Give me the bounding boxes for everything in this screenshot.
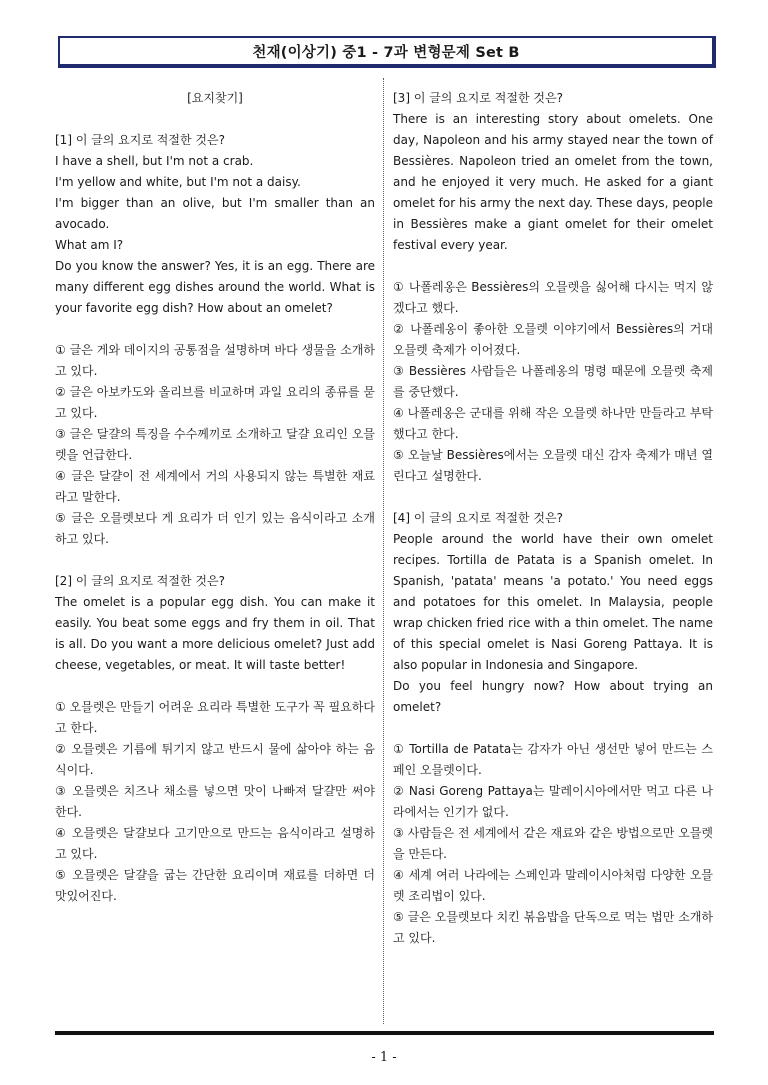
answer-choice: ① 글은 게와 데이지의 공통점을 설명하며 바다 생물을 소개하고 있다. [55,343,375,378]
answer-choice: ③ 오믈렛은 치즈나 채소를 넣으면 맛이 나빠져 달걀만 써야 한다. [55,784,375,819]
column-divider [383,78,384,1024]
page-title [58,36,716,68]
passage: There is an interesting story about omelets. One day, Napoleon and his army stayed near the town of Bessières. Napoleon tried an omelet from the town, and he enjoyed it very much. He asked for a giant omelet for his army the next day. These days, people in Bessières make a giant omelet for their omelet festival every year. [393,112,713,252]
passage: The omelet is a popular egg dish. You can make it easily. You beat some eggs and fry them in oil. That is all. Do you want a more delicious omelet? Just add cheese, vegetables, or meat. It will taste better! [55,595,375,672]
page-title-text: 천재(이상기) 중1 - 7과 변형문제 Set B [252,44,520,61]
answer-choice: ④ 나폴레옹은 군대를 위해 작은 오믈렛 하나만 만들라고 부탁했다고 한다. [393,406,713,441]
answer-choice: ② 나폴레옹이 좋아한 오믈렛 이야기에서 Bessières의 거대 오믈렛 축제가 이어졌다. [393,322,713,357]
right-column [393,88,713,949]
passage-line: I have a shell, but I'm not a crab. [55,154,254,168]
answer-choice: ② 글은 아보카도와 올리브를 비교하며 과일 요리의 종류를 묻고 있다. [55,385,375,420]
answer-choice: ⑤ 오믈렛은 달걀을 굽는 간단한 요리이며 재료를 더하면 더 맛있어진다. [55,868,375,903]
answer-choice: ⑤ 오늘날 Bessières에서는 오믈렛 대신 감자 축제가 매년 열린다고 설명한다. [393,448,713,483]
question-prompt: [2] 이 글의 요지로 적절한 것은? [55,574,225,588]
answer-choice: ① Tortilla de Patata는 감자가 아닌 생선만 넣어 만드는 스페인 오믈렛이다. [393,742,713,777]
answer-choice: ⑤ 글은 오믈렛보다 게 요리가 더 인기 있는 음식이라고 소개하고 있다. [55,511,375,546]
passage-line: I'm yellow and white, but I'm not a daisy. [55,175,301,189]
answer-choice: ③ 사람들은 전 세계에서 같은 재료와 같은 방법으로만 오믈렛을 만든다. [393,826,713,861]
question-2 [55,571,375,907]
left-column [55,88,375,907]
answer-choice: ① 오믈렛은 만들기 어려운 요리라 특별한 도구가 꼭 필요하다고 한다. [55,700,375,735]
question-prompt: [4] 이 글의 요지로 적절한 것은? [393,511,563,525]
passage-line: Do you feel hungry now? How about trying an omelet? [393,679,713,714]
answer-choice: ③ Bessières 사람들은 나폴레옹의 명령 때문에 오믈렛 축제를 중단했다. [393,364,713,399]
page-number: - 1 - [371,1050,397,1065]
footer-rule [55,1031,714,1035]
passage: People around the world have their own omelet recipes. Tortilla de Patata is a Spanish omelet. In Spanish, 'patata' means 'a potato.' You need eggs and potatoes for this omelet. In Malaysia, people wrap chicken fried rice with a thin omelet. The name of this special omelet is Nasi Goreng Pattaya. It is also popular in Indonesia and Singapore. [393,532,713,672]
answer-choice: ⑤ 글은 오믈렛보다 치킨 볶음밥을 단독으로 먹는 법만 소개하고 있다. [393,910,713,945]
answer-choice: ④ 글은 달걀이 전 세계에서 거의 사용되지 않는 특별한 재료라고 말한다. [55,469,375,504]
question-prompt: [3] 이 글의 요지로 적절한 것은? [393,91,563,105]
answer-choice: ② Nasi Goreng Pattaya는 말레이시아에서만 먹고 다른 나라에서는 인기가 없다. [393,784,713,819]
answer-choice: ① 나폴레옹은 Bessières의 오믈렛을 싫어해 다시는 먹지 않겠다고 했다. [393,280,713,315]
question-prompt: [1] 이 글의 요지로 적절한 것은? [55,133,225,147]
passage-line: Do you know the answer? Yes, it is an egg. There are many different egg dishes around the world. What is your favorite egg dish? How about an omelet? [55,259,375,315]
section-label: [요지찾기] [187,91,243,105]
answer-choice: ④ 오믈렛은 달걀보다 고기만으로 만드는 음식이라고 설명하고 있다. [55,826,375,861]
question-3 [393,88,713,487]
passage-line: What am I? [55,238,124,252]
question-4 [393,508,713,949]
answer-choice: ④ 세계 여러 나라에는 스페인과 말레이시아처럼 다양한 오믈렛 조리법이 있다. [393,868,713,903]
answer-choice: ② 오믈렛은 기름에 튀기지 않고 반드시 물에 삶아야 하는 음식이다. [55,742,375,777]
passage-line: I'm bigger than an olive, but I'm smaller than an avocado. [55,196,375,231]
question-1 [55,130,375,550]
answer-choice: ③ 글은 달걀의 특징을 수수께끼로 소개하고 달걀 요리인 오믈렛을 언급한다. [55,427,375,462]
